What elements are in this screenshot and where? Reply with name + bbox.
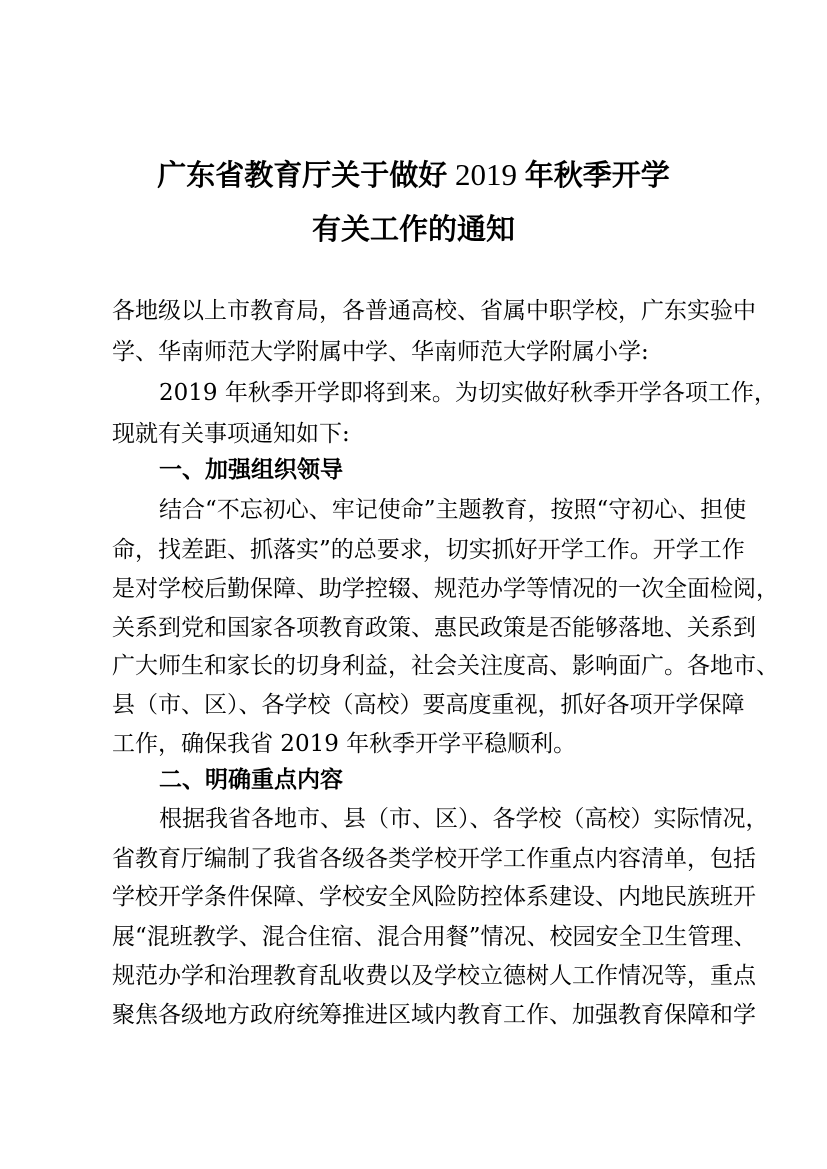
paragraph-line: 工作，确保我省 2019 年秋季开学平稳顺利。 [112, 731, 577, 757]
intro-line: 2019 年秋季开学即将到来。为切实做好秋季开学各项工作， [159, 380, 777, 406]
paragraph-line: 关系到党和国家各项教育政策、惠民政策是否能够落地、关系到 [112, 615, 756, 641]
paragraph-line: 省教育厅编制了我省各级各类学校开学工作重点内容清单，包括 [112, 846, 756, 872]
paragraph-line: 结合“不忘初心、牢记使命”主题教育，按照“守初心、担使 [159, 497, 747, 523]
intro-line: 现就有关事项通知如下: [112, 421, 350, 447]
paragraph-line: 是对学校后勤保障、助学控辍、规范办学等情况的一次全面检阅， [112, 576, 779, 602]
addressee-line: 学、华南师范大学附属中学、华南师范大学附属小学: [112, 339, 649, 365]
document-title-line-2: 有关工作的通知 [311, 212, 515, 246]
addressee-line: 各地级以上市教育局，各普通高校、省属中职学校，广东实验中 [112, 298, 756, 324]
paragraph-line: 根据我省各地市、县（市、区）、各学校（高校）实际情况， [159, 806, 769, 832]
paragraph-line: 县（市、区）、各学校（高校）要高度重视，抓好各项开学保障 [112, 692, 745, 718]
paragraph-line: 聚焦各级地方政府统筹推进区域内教育工作、加强教育保障和学 [112, 1002, 756, 1028]
title-year: 2019 [455, 157, 517, 192]
section-heading: 二、明确重点内容 [159, 767, 343, 793]
section-heading: 一、加强组织领导 [159, 457, 343, 483]
document-title-line-1 [0, 158, 827, 192]
paragraph-line: 学校开学条件保障、学校安全风险防控体系建设、内地民族班开 [112, 884, 756, 910]
paragraph-line: 规范办学和治理教育乱收费以及学校立德树人工作情况等，重点 [112, 963, 756, 989]
paragraph-line: 展“混班教学、混合住宿、混合用餐”情况、校园安全卫生管理、 [112, 924, 757, 950]
title-suffix: 年秋季开学 [524, 158, 670, 192]
title-prefix: 广东省教育厅关于做好 [157, 158, 448, 192]
paragraph-line: 命，找差距、抓落实”的总要求，切实抓好开学工作。开学工作 [112, 537, 745, 563]
paragraph-line: 广大师生和家长的切身利益，社会关注度高、影响面广。各地市、 [112, 653, 779, 679]
